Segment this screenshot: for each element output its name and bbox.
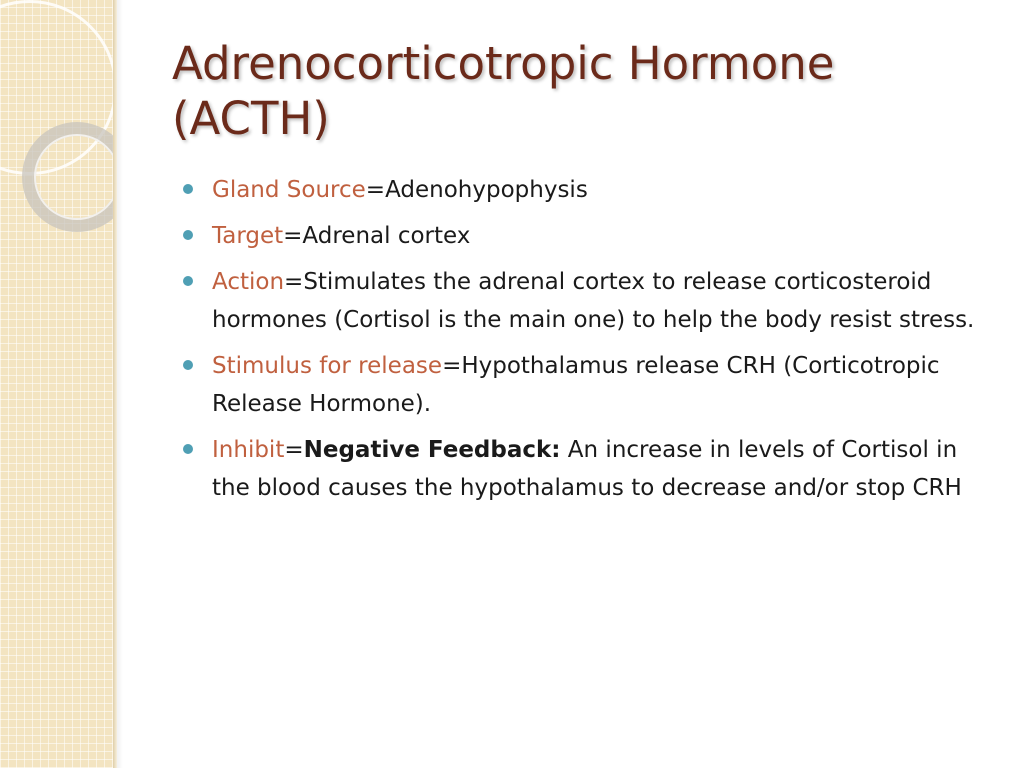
bullet-dot-icon [183,360,193,370]
bullet-text: An increase in levels of Cortisol in the blood causes the hypothalamus to decrease and/or stop CRH [212,437,962,501]
bullet-dot-icon [183,276,193,286]
bullet-term: Stimulus for release [212,353,443,379]
bullet-item-stimulus [212,347,992,423]
sidebar-edge-shadow [117,0,123,768]
bullet-equals: = [284,437,304,463]
slide-title-line-1: Adrenocorticotropic Hormone [172,37,835,90]
bullet-dot-icon [183,444,193,454]
slide-title [172,36,992,146]
bullet-item-inhibit [212,431,992,507]
slide-title-line-2: (ACTH) [172,92,330,145]
decorative-sidebar [0,0,113,768]
bullet-item-action [212,263,992,339]
bullet-strong-text: Negative Feedback: [303,437,561,463]
bullet-term: Action [212,269,285,295]
decorative-ring [34,134,113,220]
bullet-item-gland-source [212,171,992,209]
bullet-term: Inhibit [212,437,285,463]
bullet-term: Gland Source [212,177,366,203]
bullet-item-target [212,217,992,255]
bullet-text: =Adenohypophysis [365,177,588,203]
bullet-dot-icon [183,230,193,240]
bullet-term: Target [212,223,284,249]
bullet-text: =Adrenal cortex [283,223,471,249]
bullet-dot-icon [183,184,193,194]
bullet-text: =Stimulates the adrenal cortex to release corticosteroid hormones (Cortisol is the main one) to help the body resist stress. [212,269,975,333]
bullet-text: =Hypothalamus release CRH (Corticotropic Release Hormone). [212,353,940,417]
bullet-list [212,171,992,515]
